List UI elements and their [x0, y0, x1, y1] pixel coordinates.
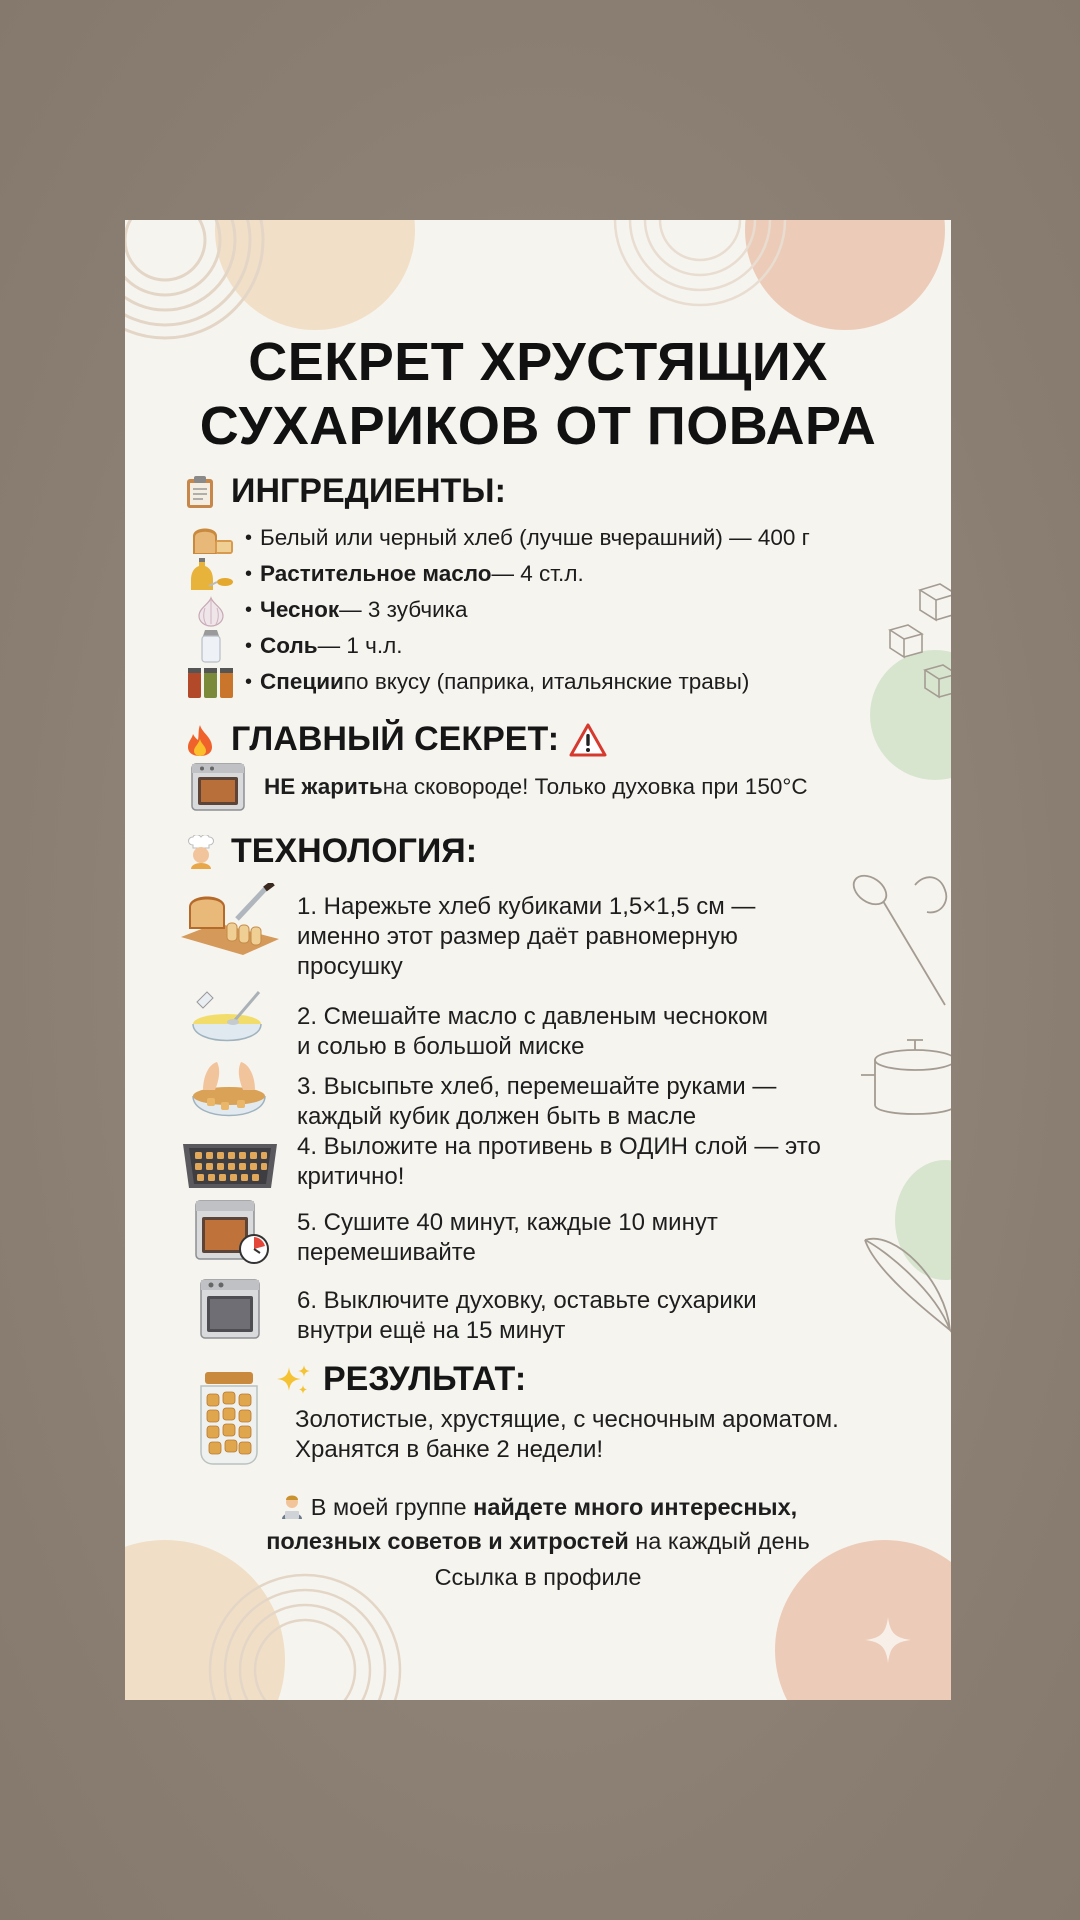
result-heading	[277, 1360, 526, 1399]
bread-icon	[185, 520, 237, 556]
ingredient-text: — 4 ст.л.	[491, 561, 584, 586]
oven-timer-icon	[175, 1200, 285, 1264]
ingredient-text: Белый или черный хлеб (лучше вчерашний) — 400 г	[260, 525, 810, 550]
cutting-bread-icon	[175, 888, 285, 952]
oil-icon	[185, 556, 237, 592]
step-item	[175, 1278, 837, 1346]
ingredient-bold: Соль	[260, 633, 318, 658]
clipboard-icon	[185, 475, 219, 509]
step-item	[175, 1132, 837, 1196]
ingredient-text: по вкусу (паприка, итальянские травы)	[343, 669, 750, 694]
step-item	[175, 1200, 837, 1268]
step-item	[175, 888, 837, 982]
result-heading-text: РЕЗУЛЬТАТ:	[323, 1360, 527, 1398]
secret-bold: НЕ жарить	[264, 774, 383, 799]
recipe-card	[125, 220, 951, 1700]
spices-icon	[185, 664, 237, 700]
ingredient-text: — 1 ч.л.	[317, 633, 403, 658]
title-line-2: СУХАРИКОВ ОТ ПОВАРА	[199, 396, 877, 456]
oven-icon	[190, 762, 250, 812]
step-text: 3. Высыпьте хлеб, перемешайте руками — каждый кубик должен быть в масле	[297, 1073, 777, 1130]
footer-bold-2: полезных советов и хитростей	[266, 1528, 629, 1554]
secret-text-row	[190, 762, 808, 812]
man-technologist-icon	[279, 1493, 305, 1526]
sketch-cubes-icon	[880, 580, 951, 710]
footer-pre: В моей группе	[310, 1494, 474, 1520]
oven-icon	[175, 1278, 285, 1342]
footer-bold-1: найдете много интересных,	[473, 1494, 798, 1520]
sketch-spoon-icon	[845, 865, 951, 1015]
ingredient-bold: Растительное масло	[260, 561, 492, 586]
step-text: 2. Смешайте масло с давленым чесноком и солью в большой миске	[297, 1003, 769, 1060]
result-text: Золотистые, хрустящие, с чесночным ароматом. Хранятся в банке 2 недели!	[295, 1406, 839, 1463]
technology-heading	[185, 832, 477, 871]
warning-icon	[569, 723, 607, 757]
profile-link[interactable]: Ссылка в профиле	[434, 1564, 642, 1590]
secret-text: на сковороде! Только духовка при 150°C	[382, 774, 808, 799]
secret-heading	[185, 720, 607, 759]
ingredients-heading-text: ИНГРЕДИЕНТЫ:	[231, 472, 506, 510]
mixing-bowl-icon	[175, 988, 285, 1052]
ingredients-heading	[185, 472, 506, 511]
step-text: 4. Выложите на противень в ОДИН слой — это критично!	[297, 1133, 821, 1190]
title-line-1: СЕКРЕТ ХРУСТЯЩИХ	[248, 332, 828, 392]
fire-icon	[185, 723, 219, 757]
technology-heading-text: ТЕХНОЛОГИЯ:	[231, 832, 478, 870]
deco-rings-top-right	[580, 220, 820, 310]
chef-icon	[185, 835, 219, 869]
ingredient-item: • Чеснок — 3 зубчика	[185, 592, 468, 628]
salt-icon	[185, 628, 237, 664]
ingredient-bold: Чеснок	[260, 597, 340, 622]
sparkles-icon	[277, 1363, 311, 1397]
hands-mixing-icon	[175, 1058, 285, 1122]
garlic-icon	[185, 592, 237, 628]
ingredient-item: • Специи по вкусу (паприка, итальянские травы)	[185, 664, 749, 700]
step-text: 5. Сушите 40 минут, каждые 10 минут перемешивайте	[297, 1209, 718, 1266]
ingredient-item: • Белый или черный хлеб (лучше вчерашний) — 400 г	[185, 520, 810, 556]
step-text: 1. Нарежьте хлеб кубиками 1,5×1,5 см — именно этот размер даёт равномерную просушку	[297, 893, 756, 980]
deco-rings-top-left	[125, 220, 265, 340]
sparkle-icon	[863, 1615, 913, 1665]
ingredient-text: — 3 зубчика	[339, 597, 468, 622]
sketch-pot-icon	[855, 1020, 951, 1140]
page-title	[125, 330, 951, 458]
baking-tray-icon	[175, 1132, 285, 1196]
step-item	[175, 1058, 837, 1132]
ingredient-item: • Растительное масло — 4 ст.л.	[185, 556, 584, 592]
footer-promo	[125, 1492, 951, 1592]
ingredient-item: • Соль — 1 ч.л.	[185, 628, 402, 664]
step-text: 6. Выключите духовку, оставьте сухарики внутри ещё на 15 минут	[297, 1287, 757, 1344]
ingredient-bold: Специи	[260, 669, 344, 694]
secret-heading-text: ГЛАВНЫЙ СЕКРЕТ:	[231, 720, 560, 758]
jar-icon	[193, 1370, 265, 1471]
footer-post: на каждый день	[628, 1528, 810, 1554]
sketch-whisk-icon	[855, 1220, 951, 1350]
